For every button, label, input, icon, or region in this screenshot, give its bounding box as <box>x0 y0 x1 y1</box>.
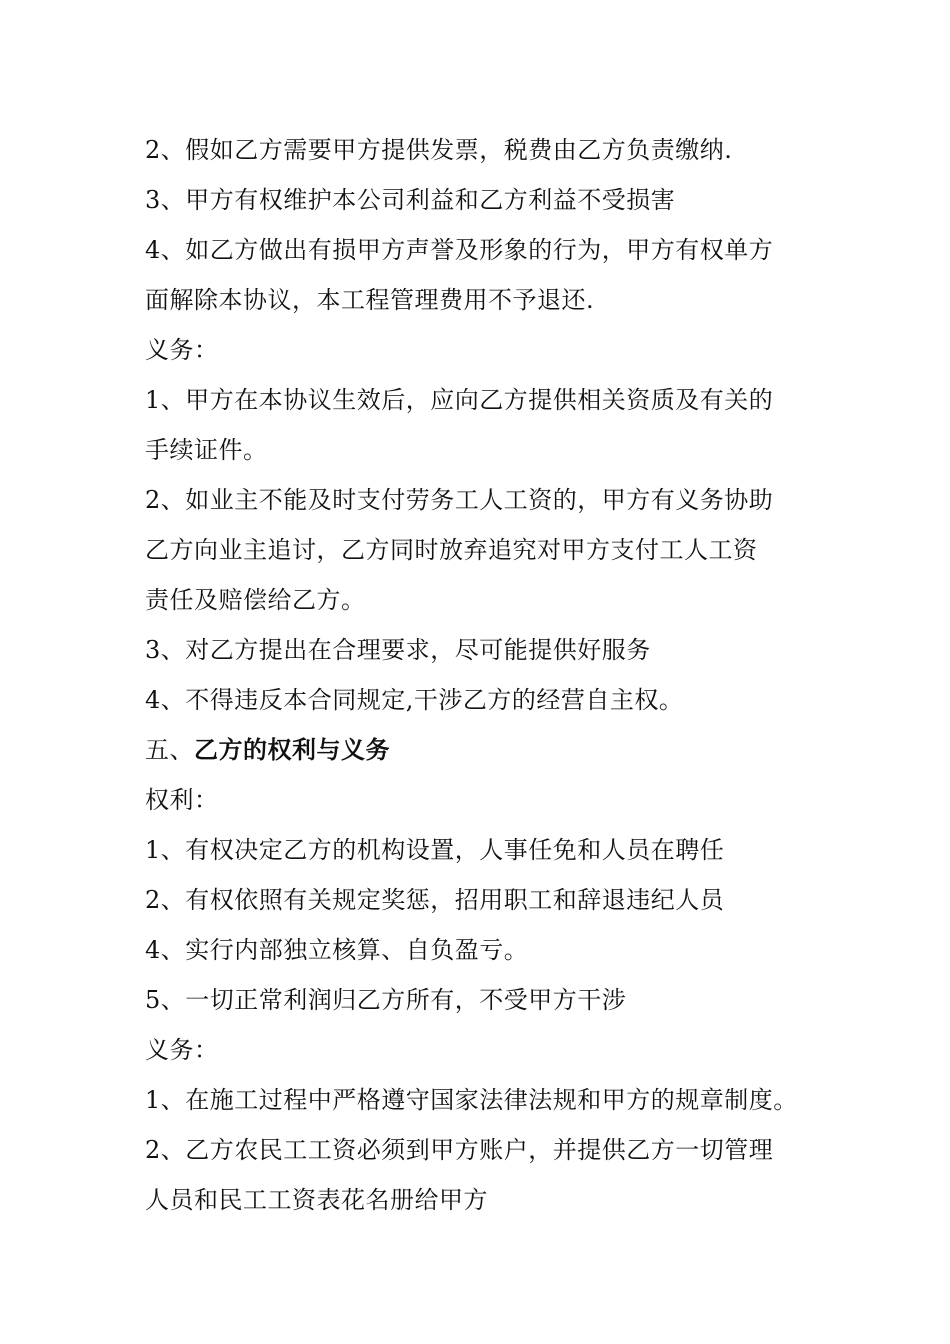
section-heading <box>145 725 813 775</box>
section-heading-title: 乙方的权利与义务 <box>194 735 390 764</box>
list-item-continuation: 乙方向业主追讨，乙方同时放弃追究对甲方支付工人工资 <box>145 536 758 564</box>
list-item: 1、有权决定乙方的机构设置，人事任免和人员在聘任 <box>145 836 725 864</box>
list-item: 5、一切正常利润归乙方所有，不受甲方干涉 <box>145 986 627 1014</box>
list-item-continuation: 责任及赔偿给乙方。 <box>145 586 366 614</box>
document-body <box>145 125 813 1225</box>
list-item: 4、如乙方做出有损甲方声誉及形象的行为，甲方有权单方 <box>145 236 774 264</box>
list-item: 3、对乙方提出在合理要求，尽可能提供好服务 <box>145 636 651 664</box>
list-item-continuation: 人员和民工工资表花名册给甲方 <box>145 1186 488 1214</box>
subsection-label-rights: 权利： <box>145 786 219 814</box>
list-item-continuation: 手续证件。 <box>145 436 268 464</box>
list-item: 4、实行内部独立核算、自负盈亏。 <box>145 936 529 964</box>
list-item-continuation: 面解除本协议，本工程管理费用不予退还. <box>145 286 595 314</box>
subsection-label-obligations: 义务： <box>145 1036 219 1064</box>
list-item: 1、在施工过程中严格遵守国家法律法规和甲方的规章制度。 <box>145 1086 798 1114</box>
list-item: 3、甲方有权维护本公司利益和乙方利益不受损害 <box>145 186 676 214</box>
list-item: 1、甲方在本协议生效后，应向乙方提供相关资质及有关的 <box>145 386 774 414</box>
list-item: 2、如业主不能及时支付劳务工人工资的，甲方有义务协助 <box>145 486 774 514</box>
subsection-label-obligations: 义务： <box>145 336 219 364</box>
section-heading-number: 五、 <box>145 736 194 764</box>
list-item: 2、假如乙方需要甲方提供发票，税费由乙方负责缴纳. <box>145 136 733 164</box>
list-item: 4、不得违反本合同规定,干涉乙方的经营自主权。 <box>145 686 684 714</box>
list-item: 2、有权依照有关规定奖惩，招用职工和辞退违纪人员 <box>145 886 725 914</box>
list-item: 2、乙方农民工工资必须到甲方账户，并提供乙方一切管理 <box>145 1136 774 1164</box>
